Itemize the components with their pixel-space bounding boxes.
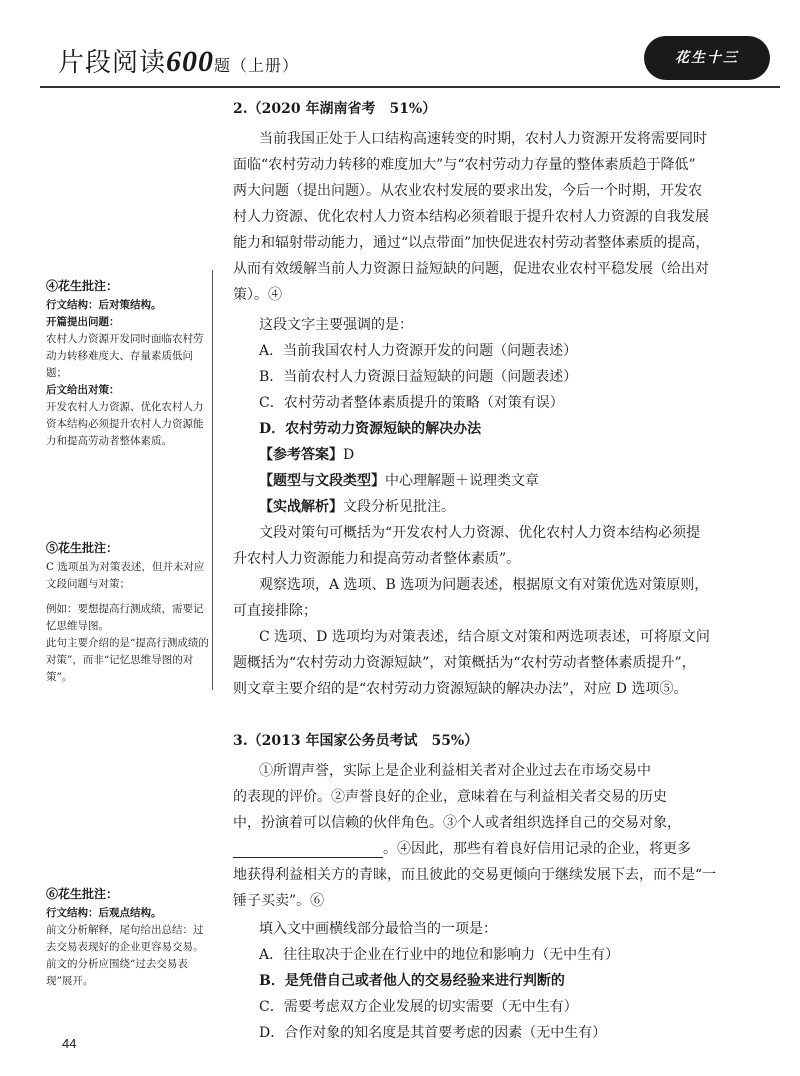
q2-analysis-line: 升农村人力资源能力和提高劳动者整体素质”。 — [233, 551, 521, 567]
q2-analysis-line: C 选项、D 选项均为对策表述，结合原文对策和两选项表述，可将原文问 — [259, 629, 710, 645]
note-item: 行文结构：后对策结构。 — [46, 299, 162, 311]
brand-logo: 花生十三 — [644, 36, 770, 80]
note-title: ⑥花生批注： — [46, 887, 119, 901]
q3-passage-line-blank — [233, 838, 691, 858]
q2-question: 这段文字主要强调的是： — [259, 317, 413, 333]
note-title: ④花生批注： — [46, 279, 119, 293]
q3-passage-line: 的表现的评价。②声誉良好的企业，意味着在与利益相关者交易的历史 — [233, 789, 667, 805]
q3-option-b: B．是凭借自己或者他人的交易经验来进行判断的 — [259, 973, 565, 989]
note-item: 开篇提出问题： — [46, 316, 120, 328]
note-item: C 选项虽为对策表述，但并未对应文段问题与对策； — [46, 561, 205, 590]
note-item: 前文的分析应围绕“过去交易表现”展开。 — [46, 958, 188, 987]
note-item: 前文分析解释，尾句给出总结：过去交易表现好的企业更容易交易。 — [46, 924, 204, 953]
q3-option-c: C．需要考虑双方企业发展的切实需要（无中生有） — [259, 999, 578, 1015]
q3-passage-line: 中，扮演着可以信赖的伙伴角色。③个人或者组织选择自己的交易对象， — [233, 815, 681, 831]
q2-option-a: A．当前我国农村人力资源开发的问题（问题表述） — [259, 343, 578, 359]
q2-analysis-line: 可直接排除； — [233, 603, 317, 619]
q3-passage-line: ①所谓声誉，实际上是企业利益相关者对企业过去在市场交易中 — [259, 763, 651, 779]
type-label: 【题型与文段类型】 — [259, 473, 385, 489]
q2-passage-line: 村人力资源、优化农村人力资本结构必须着眼于提升农村人力资源的自我发展 — [233, 209, 709, 225]
q3-passage-line: 地获得利益相关方的青睐，而且彼此的交易更倾向于继续发展下去，而不是“一 — [233, 867, 717, 883]
q2-type — [259, 470, 539, 490]
note-title: ⑤花生批注： — [46, 541, 119, 555]
q2-passage-line: 能力和辐射带动能力，通过“以点带面”加快促进农村劳动者整体素质的提高， — [233, 235, 710, 251]
margin-divider — [212, 270, 213, 690]
answer-value: D — [343, 447, 355, 463]
q3-passage-text: 。④因此，那些有着良好信用记录的企业，将更多 — [383, 841, 691, 857]
q3-option-a: A．往往取决于企业在行业中的地位和影响力（无中生有） — [259, 947, 620, 963]
note-item: 此句主要介绍的是“提高行测成绩的对策”，而非“记忆思维导图的对策”。 — [46, 637, 209, 683]
margin-note-6 — [46, 886, 210, 990]
q2-analysis-line: 文段对策句可概括为“开发农村人力资源、优化农村人力资本结构必须提 — [259, 525, 701, 541]
q3-question: 填入文中画横线部分最恰当的一项是： — [259, 921, 497, 937]
header-divider — [40, 86, 780, 88]
q2-passage-line: 当前我国正处于人口结构高速转变的时期，农村人力资源开发将需要同时 — [259, 131, 707, 147]
type-value: 中心理解题＋说理类文章 — [385, 473, 539, 489]
q2-passage-line: 两大问题（提出问题）。从农业农村发展的要求出发，今后一个时期，开发农 — [233, 183, 702, 199]
q3-passage-line: 锤子买卖”。⑥ — [233, 893, 325, 909]
note-item: 后文给出对策： — [46, 384, 120, 396]
q2-passage-line: 面临“农村劳动力转移的难度加大”与“农村劳动力存量的整体素质趋于降低” — [233, 157, 696, 173]
margin-note-5 — [46, 540, 210, 686]
page-number: 44 — [62, 1036, 77, 1051]
note-item: 例如：要想提高行测成绩，需要记忆思维导图。 — [46, 603, 204, 632]
q2-option-c: C．农村劳动者整体素质提升的策略（对策有误） — [259, 395, 564, 411]
q2-option-b: B．当前农村人力资源日益短缺的问题（问题表述） — [259, 369, 578, 385]
analysis-intro: 文段分析见批注。 — [343, 499, 455, 515]
book-volume: （上册） — [231, 56, 300, 75]
q3-option-d: D．合作对象的知名度是其首要考虑的因素（无中生有） — [259, 1025, 607, 1041]
margin-note-4 — [46, 278, 210, 450]
q2-analysis — [259, 496, 455, 516]
note-item: 农村人力资源开发同时面临农村劳动力转移难度大、存量素质低问题； — [46, 333, 204, 379]
q2-analysis-line: 观察选项，A 选项、B 选项为问题表述，根据原文有对策优选对策原则， — [259, 577, 709, 593]
book-title: 片段阅读 — [58, 48, 167, 78]
fill-blank — [233, 843, 383, 858]
q2-option-d: D．农村劳动力资源短缺的解决办法 — [259, 421, 482, 437]
book-number: 600 — [166, 45, 215, 78]
book-suffix: 题 — [214, 56, 232, 75]
q2-answer — [259, 444, 354, 464]
q2-analysis-line: 题概括为“农村劳动力资源短缺”，对策概括为“农村劳动者整体素质提升”， — [233, 655, 696, 671]
note-item: 行文结构：后观点结构。 — [46, 907, 162, 919]
analysis-label: 【实战解析】 — [259, 499, 343, 515]
q2-analysis-line: 则文章主要介绍的是“农村劳动力资源短缺的解决办法”，对应 D 选项⑤。 — [233, 681, 688, 697]
q2-passage-line: 从而有效缓解当前人力资源日益短缺的问题，促进农业农村平稳发展（给出对 — [233, 261, 709, 277]
header-title — [58, 42, 299, 79]
answer-label: 【参考答案】 — [259, 447, 343, 463]
q2-passage-line: 策）。④ — [233, 287, 282, 303]
q2-heading: 2.（2020 年湖南省考 51%） — [233, 101, 437, 117]
q3-heading: 3.（2013 年国家公务员考试 55%） — [233, 733, 479, 749]
note-item: 开发农村人力资源、优化农村人力资本结构必须提升农村人力资源能力和提高劳动者整体素质。 — [46, 401, 204, 447]
